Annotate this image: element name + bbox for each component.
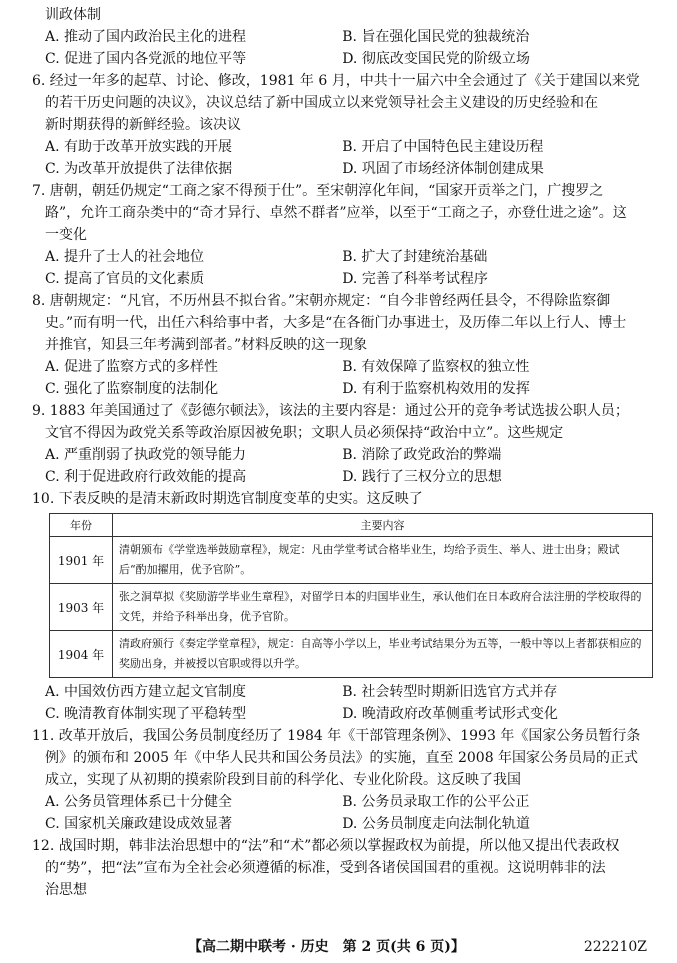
option-c[interactable]: C. 利于促进政府行政效能的提高 xyxy=(45,469,247,485)
options-row xyxy=(32,356,652,378)
option-d[interactable]: D. 晚清政府改革侧重考试形式变化 xyxy=(342,706,558,722)
options-row xyxy=(32,136,652,158)
option-d[interactable]: D. 完善了科举考试程序 xyxy=(342,271,488,287)
table-cell-year: 1903 年 xyxy=(50,584,113,631)
option-a[interactable]: A. 严重削弱了执政党的领导能力 xyxy=(45,447,247,463)
options-row xyxy=(32,813,652,835)
option-c[interactable]: C. 强化了监察制度的法制化 xyxy=(45,381,219,397)
options-row xyxy=(32,466,652,488)
option-b[interactable]: B. 开启了中国特色民主建设历程 xyxy=(342,139,544,155)
table-cell-content: 清朝颁布《学堂选举鼓励章程》，规定：凡由学堂考试合格毕业生，均给予贡生、举人、进士出身；殿试后“酌加擢用，优予官阶”。 xyxy=(113,537,653,584)
option-b[interactable]: B. 旨在强化国民党的独裁统治 xyxy=(342,29,530,45)
question-12 xyxy=(32,835,652,901)
table-cell-year: 1904 年 xyxy=(50,631,113,678)
question-stem-line: 7. 唐朝，朝廷仍规定“工商之家不得预于仕”。至宋朝淳化年间，“国家开贡举之门，广搜罗之 xyxy=(32,183,604,199)
option-a[interactable]: A. 提升了士人的社会地位 xyxy=(45,249,205,265)
option-b[interactable]: B. 公务员录取工作的公平公正 xyxy=(342,794,530,810)
option-c[interactable]: C. 晚清教育体制实现了平稳转型 xyxy=(45,706,247,722)
option-c[interactable]: C. 促进了国内各党派的地位平等 xyxy=(45,51,247,67)
options-row xyxy=(32,681,652,703)
table-row xyxy=(50,584,653,631)
table-row xyxy=(50,537,653,584)
page-content xyxy=(32,4,652,901)
option-b[interactable]: B. 消除了政党政治的弊端 xyxy=(342,447,502,463)
options-row xyxy=(32,378,652,400)
page-footer xyxy=(0,936,677,958)
options-row xyxy=(32,791,652,813)
option-a[interactable]: A. 有助于改革开放实践的开展 xyxy=(45,139,233,155)
table-cell-content: 清政府颁行《奏定学堂章程》，规定：自高等小学以上，毕业考试结果分为五等，一般中等以上者都获相应的奖励出身，并被授以官职或得以升学。 xyxy=(113,631,653,678)
option-a[interactable]: A. 公务员管理体系已十分健全 xyxy=(45,794,233,810)
option-c[interactable]: C. 提高了官员的文化素质 xyxy=(45,271,205,287)
question-stem-line: 一变化 xyxy=(45,227,87,243)
table-header-year: 年份 xyxy=(50,514,113,537)
options-row xyxy=(32,246,652,268)
option-a[interactable]: A. 促进了监察方式的多样性 xyxy=(45,359,219,375)
option-d[interactable]: D. 有利于监察机构效用的发挥 xyxy=(342,381,530,397)
table-header-content: 主要内容 xyxy=(113,514,653,537)
question-stem-line: 11. 改革开放后，我国公务员制度经历了 1984 年《干部管理条例》、1993 年《国家公务员暂行条 xyxy=(32,728,641,744)
question-stem-line: 治思想 xyxy=(45,882,87,898)
option-d[interactable]: D. 彻底改变国民党的阶级立场 xyxy=(342,51,530,67)
question-stem-line: 的若干历史问题的决议》，决议总结了新中国成立以来党领导社会主义建设的历史经验和在 xyxy=(45,95,598,111)
table-row xyxy=(50,631,653,678)
question-stem-line: 6. 经过一年多的起草、讨论、修改，1981 年 6 月，中共十一届六中全会通过了《关于建国以来党 xyxy=(32,73,640,89)
option-c[interactable]: C. 为改革开放提供了法律依据 xyxy=(45,161,233,177)
question-stem-line: 8. 唐朝规定：“凡官，不历州县不拟台省。”宋朝亦规定：“自今非曾经两任县令，不得除监察御 xyxy=(32,293,611,309)
option-b[interactable]: B. 社会转型时期新旧选官方式并存 xyxy=(342,684,558,700)
table-header-row xyxy=(50,514,653,537)
table-cell-content: 张之洞草拟《奖励游学毕业生章程》，对留学日本的归国毕业生，承认他们在日本政府合法注册的学校取得的文凭，并给予科举出身，优予官阶。 xyxy=(113,584,653,631)
option-a[interactable]: A. 推动了国内政治民主化的进程 xyxy=(45,29,247,45)
question-continuation: 训政体制 xyxy=(45,7,101,23)
question-6 xyxy=(32,70,652,180)
option-a[interactable]: A. 中国效仿西方建立起文官制度 xyxy=(45,684,247,700)
option-d[interactable]: D. 巩固了市场经济体制创建成果 xyxy=(342,161,544,177)
options-row xyxy=(32,703,652,725)
option-d[interactable]: D. 践行了三权分立的思想 xyxy=(342,469,502,485)
options-row xyxy=(32,268,652,290)
question-8 xyxy=(32,290,652,400)
footer-title: 【高二期中联考 · 历史 第 2 页(共 6 页)】 xyxy=(188,939,465,955)
question-stem-line: 史。”而有明一代，出任六科给事中者，大多是“在各衙门办事进士，及历俸二年以上行人、博士 xyxy=(45,315,627,331)
question-stem-line: 新时期获得的新鲜经验。该决议 xyxy=(45,117,241,133)
table-cell-year: 1901 年 xyxy=(50,537,113,584)
question-11 xyxy=(32,725,652,835)
option-b[interactable]: B. 有效保障了监察权的独立性 xyxy=(342,359,530,375)
question-7 xyxy=(32,180,652,290)
options-row xyxy=(32,444,652,466)
question-stem-line: 10. 下表反映的是清末新政时期选官制度变革的史实。这反映了 xyxy=(32,491,423,507)
question-stem-line: 12. 战国时期，韩非法治思想中的“法”和“术”都必须以掌握政权为前提，所以他又提出代表政权 xyxy=(32,838,620,854)
option-d[interactable]: D. 公务员制度走向法制化轨道 xyxy=(342,816,530,832)
question-stem-line: 并推官，知县三年考满到部者。”材料反映的这一现象 xyxy=(45,337,368,353)
options-row xyxy=(32,48,652,70)
question-9 xyxy=(32,400,652,488)
footer-code: 222210Z xyxy=(583,939,647,955)
question-stem-line: 文官不得因为政党关系等政治原因被免职；文职人员必须保持“政治中立”。这些规定 xyxy=(45,425,564,441)
question-stem-line: 9. 1883 年美国通过了《彭德尔顿法》，该法的主要内容是：通过公开的竞争考试选拔公职人员； xyxy=(32,403,629,419)
options-row xyxy=(32,26,652,48)
options-row xyxy=(32,158,652,180)
question-10 xyxy=(32,488,652,725)
question-stem-line: 的“势”，把“法”宣布为全社会必须遵循的标准，受到各诸侯国国君的重视。这说明韩非的法 xyxy=(45,860,606,876)
option-b[interactable]: B. 扩大了封建统治基础 xyxy=(342,249,488,265)
question-stem-line: 路”，允许工商杂类中的“奇才异行、卓然不群者”应举，以至于“工商之子，亦登仕进之途”。这 xyxy=(45,205,627,221)
question-stem-line: 例》的颁布和 2005 年《中华人民共和国公务员法》的实施，直至 2008 年国家公务员局的正式 xyxy=(45,750,639,766)
question-stem-line: 成立，实现了从初期的摸索阶段到目前的科学化、专业化阶段。这反映了我国 xyxy=(45,772,521,788)
reform-table xyxy=(49,513,653,678)
option-c[interactable]: C. 国家机关廉政建设成效显著 xyxy=(45,816,233,832)
